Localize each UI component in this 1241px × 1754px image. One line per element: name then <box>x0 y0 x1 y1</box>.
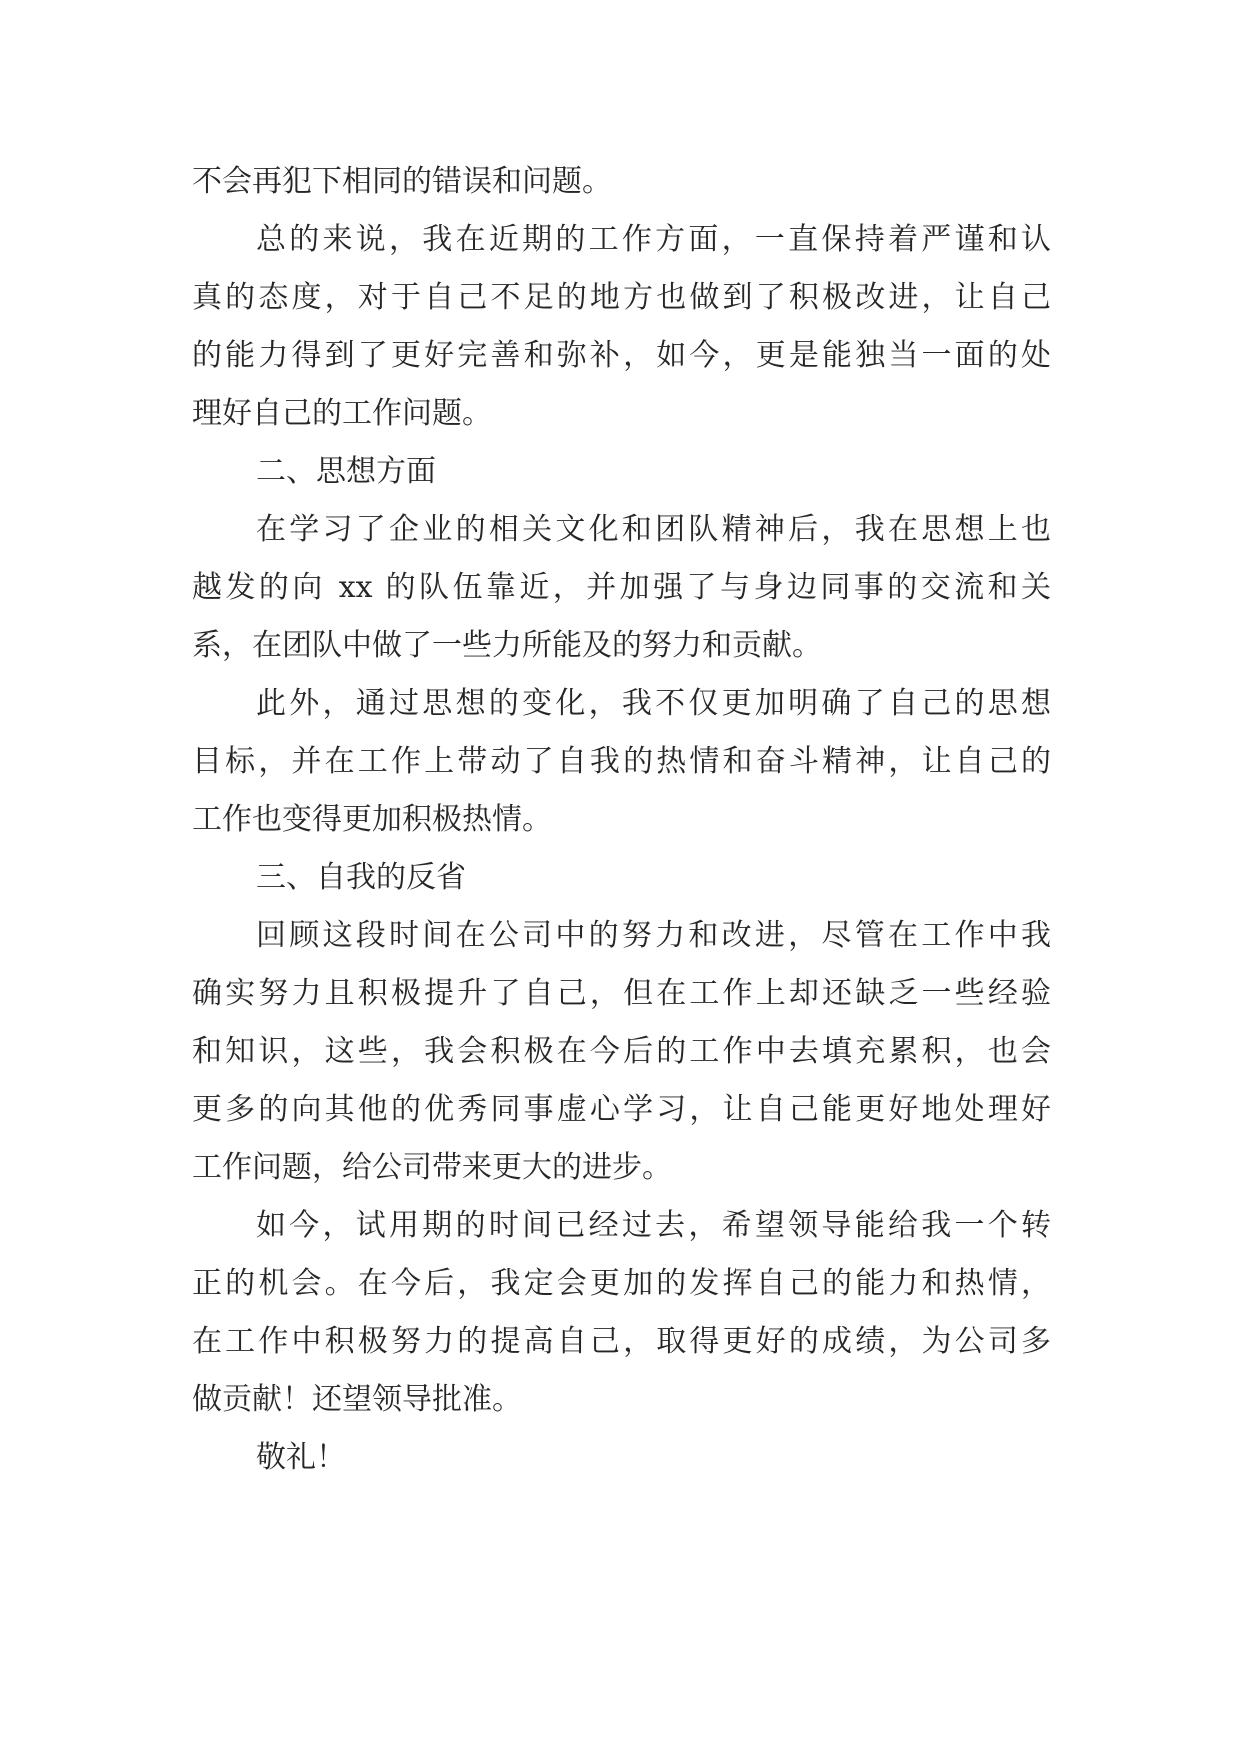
paragraph-line: 更多的向其他的优秀同事虚心学习，让自己能更好地处理好 <box>192 1092 1051 1127</box>
paragraph-line: 此外，通过思想的变化，我不仅更加明确了自己的思想 <box>256 686 1051 721</box>
paragraph-line: 总的来说，我在近期的工作方面，一直保持着严谨和认 <box>256 222 1051 257</box>
paragraph-line: 工作问题，给公司带来更大的进步。 <box>192 1150 672 1185</box>
paragraph-line: 在工作中积极努力的提高自己，取得更好的成绩，为公司多 <box>192 1324 1051 1359</box>
paragraph-line: 不会再犯下相同的错误和问题。 <box>192 164 612 199</box>
paragraph-line: 目标，并在工作上带动了自我的热情和奋斗精神，让自己的 <box>192 744 1051 779</box>
paragraph-line: 工作也变得更加积极热情。 <box>192 802 552 837</box>
paragraph-line: 做贡献！还望领导批准。 <box>192 1382 522 1417</box>
section-heading: 二、思想方面 <box>256 454 436 489</box>
paragraph-line: 的能力得到了更好完善和弥补，如今，更是能独当一面的处 <box>192 338 1051 373</box>
paragraph-line: 正的机会。在今后，我定会更加的发挥自己的能力和热情， <box>192 1266 1051 1301</box>
paragraph-line: 系，在团队中做了一些力所能及的努力和贡献。 <box>192 628 822 663</box>
paragraph-line: 真的态度，对于自己不足的地方也做到了积极改进，让自己 <box>192 280 1051 315</box>
paragraph-line: 确实努力且积极提升了自己，但在工作上却还缺乏一些经验 <box>192 976 1051 1011</box>
paragraph-line: 回顾这段时间在公司中的努力和改进，尽管在工作中我 <box>256 918 1051 953</box>
paragraph-line: 越发的向 xx 的队伍靠近，并加强了与身边同事的交流和关 <box>192 570 1051 605</box>
closing-salutation: 敬礼！ <box>256 1440 346 1475</box>
section-heading: 三、自我的反省 <box>256 860 466 895</box>
paragraph-line: 在学习了企业的相关文化和团队精神后，我在思想上也 <box>256 512 1051 547</box>
paragraph-line: 和知识，这些，我会积极在今后的工作中去填充累积，也会 <box>192 1034 1051 1069</box>
paragraph-line: 理好自己的工作问题。 <box>192 396 492 431</box>
paragraph-line: 如今，试用期的时间已经过去，希望领导能给我一个转 <box>256 1208 1051 1243</box>
